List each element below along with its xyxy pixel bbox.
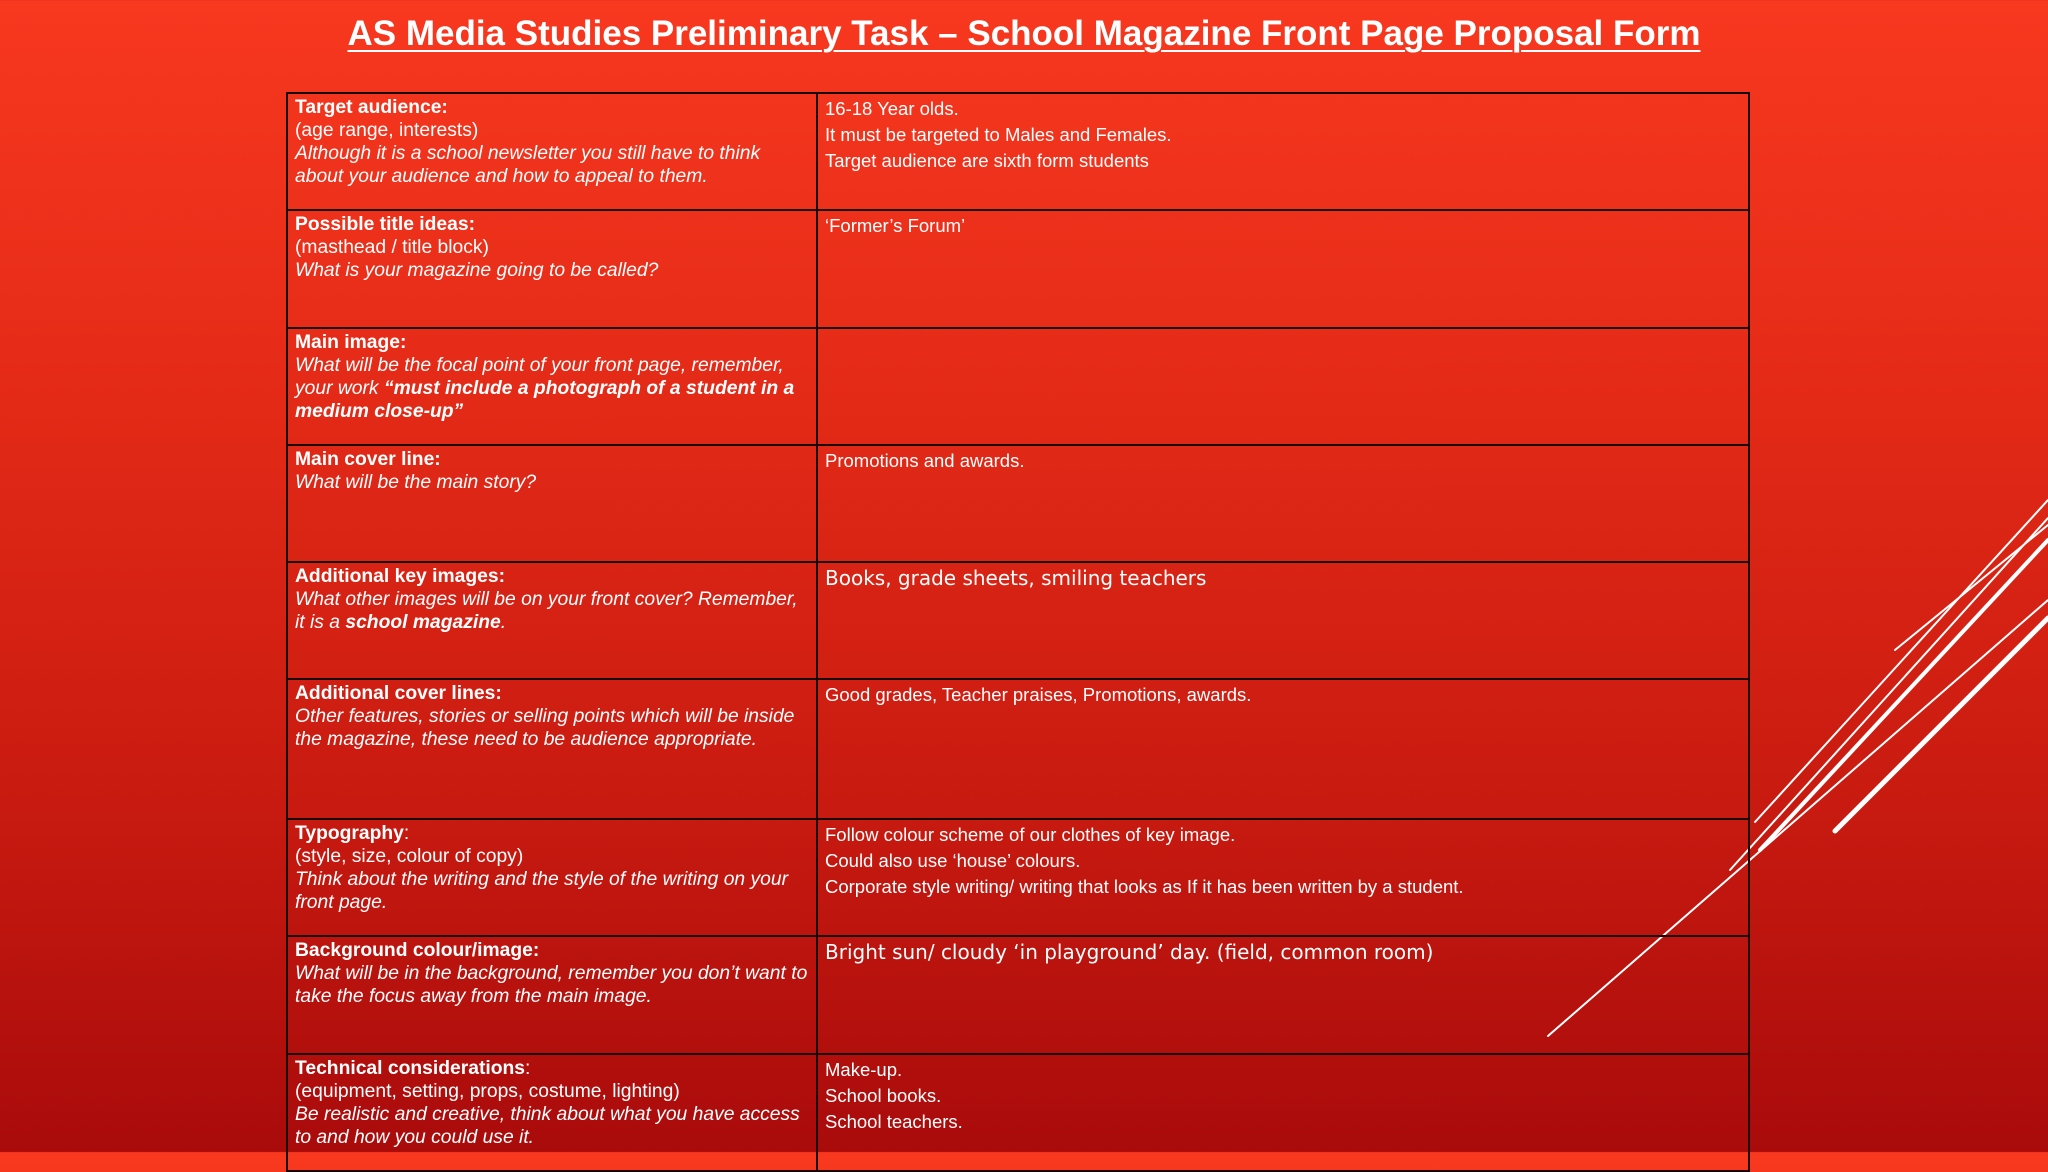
question-cell <box>287 562 817 679</box>
answer-cell <box>817 210 1749 327</box>
form-row <box>287 1054 1749 1171</box>
answer-line: Follow colour scheme of our clothes of key image. <box>825 824 1236 846</box>
form-row <box>287 819 1749 936</box>
answer-line: 16-18 Year olds. <box>825 98 959 119</box>
answer-cell <box>817 562 1749 679</box>
question-heading: Typography <box>295 823 404 845</box>
answer-line: Make-up. <box>825 1058 903 1080</box>
answer-line: Books, grade sheets, smiling teachers <box>825 566 1207 591</box>
question-heading: Target audience: <box>295 97 448 118</box>
form-row <box>287 93 1749 210</box>
slide-title: AS Media Studies Preliminary Task – School Magazine Front Page Proposal Form <box>347 14 1701 53</box>
form-row <box>287 445 1749 562</box>
question-heading: Main cover line: <box>295 448 441 470</box>
answer-cell <box>817 93 1749 210</box>
question-note-part: “must include a photograph of a student in a medium close-up” <box>295 377 795 422</box>
answer-line: ‘Former’s Forum’ <box>825 215 966 237</box>
answer-cell <box>817 936 1749 1053</box>
answer-line: School books. <box>825 1084 942 1106</box>
question-note: Be realistic and creative, think about what you have access to and how you could use it. <box>295 1103 800 1148</box>
question-note-part: . <box>500 612 507 634</box>
answer-cell <box>817 328 1749 445</box>
question-heading: Main image: <box>295 331 407 353</box>
question-note: What is your magazine going to be called? <box>295 260 659 282</box>
question-cell <box>287 445 817 562</box>
answer-line: School teachers. <box>825 1110 963 1132</box>
question-cell <box>287 936 817 1053</box>
question-cell <box>287 328 817 445</box>
question-note-part: What other images will be on your front cover? Remember, it is a <box>295 589 798 634</box>
answer-line: Promotions and awards. <box>825 449 1025 471</box>
question-cell <box>287 93 817 210</box>
answer-line: Bright sun/ cloudy ‘in playground’ day. (field, common room) <box>825 940 1434 965</box>
proposal-form-table <box>286 92 1750 1172</box>
question-subtitle: (age range, interests) <box>295 120 479 141</box>
form-row <box>287 562 1749 679</box>
form-row <box>287 936 1749 1053</box>
form-row <box>287 679 1749 819</box>
question-note: What will be the main story? <box>295 471 537 493</box>
answer-line: Target audience are sixth form students <box>825 150 1149 171</box>
question-subtitle: (style, size, colour of copy) <box>295 846 524 868</box>
answer-line: It must be targeted to Males and Females. <box>825 124 1172 145</box>
question-note: Although it is a school newsletter you still have to think about your audience and how to appeal to them. <box>295 143 761 187</box>
question-subtitle: (masthead / title block) <box>295 237 489 259</box>
answer-line: Good grades, Teacher praises, Promotions, awards. <box>825 684 1252 706</box>
question-note-part: school magazine <box>345 612 501 634</box>
question-note: Think about the writing and the style of the writing on your front page. <box>295 869 789 914</box>
question-heading: Technical considerations <box>295 1057 526 1079</box>
question-cell <box>287 679 817 819</box>
form-row <box>287 210 1749 327</box>
question-subtitle: (equipment, setting, props, costume, lighting) <box>295 1080 680 1102</box>
question-heading: Additional cover lines: <box>295 683 502 705</box>
question-heading-suffix: : <box>403 823 410 845</box>
question-heading-suffix: : <box>525 1057 531 1079</box>
form-row <box>287 328 1749 445</box>
answer-cell <box>817 679 1749 819</box>
question-heading: Background colour/image: <box>295 940 540 962</box>
question-note: What will be in the background, remember you don’t want to take the focus away from the main image. <box>295 963 808 1008</box>
question-cell <box>287 1054 817 1171</box>
answer-cell <box>817 819 1749 936</box>
answer-line: Corporate style writing/ writing that looks as If it has been written by a student. <box>825 876 1464 898</box>
question-heading: Possible title ideas: <box>295 214 476 236</box>
answer-cell <box>817 1054 1749 1171</box>
question-cell <box>287 210 817 327</box>
question-cell <box>287 819 817 936</box>
answer-line: Could also use ‘house’ colours. <box>825 850 1081 872</box>
question-note-part: What will be the focal point of your front page, remember, your work <box>295 354 784 399</box>
answer-cell <box>817 445 1749 562</box>
question-note: Other features, stories or selling points which will be inside the magazine, these need to be audience appropriate. <box>295 706 795 751</box>
question-heading: Additional key images: <box>295 566 506 588</box>
